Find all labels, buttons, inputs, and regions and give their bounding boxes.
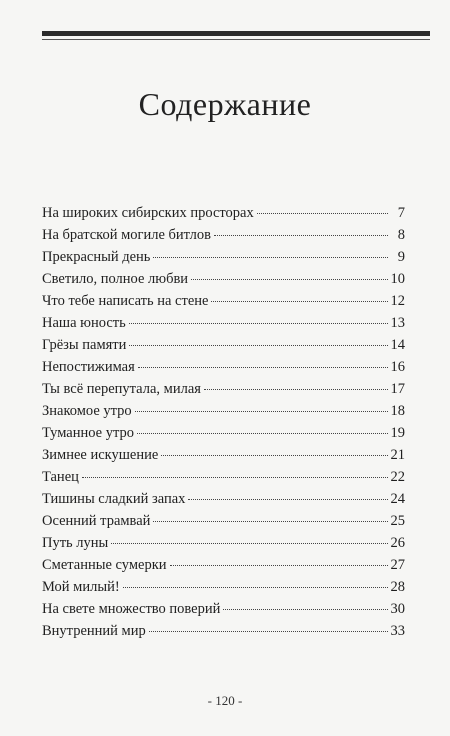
toc-dot-leader — [153, 257, 388, 258]
toc-dot-leader — [135, 411, 388, 412]
toc-dot-leader — [211, 301, 387, 302]
toc-entry-title: На братской могиле битлов — [42, 227, 211, 243]
toc-dot-leader — [129, 345, 387, 346]
toc-dot-leader — [129, 323, 388, 324]
toc-dot-leader — [111, 543, 387, 544]
toc-entry — [42, 337, 405, 359]
toc-entry-page: 12 — [390, 293, 405, 309]
toc-entry-title: Грёзы памяти — [42, 337, 127, 353]
toc-dot-leader — [137, 433, 388, 434]
header-rule-thick — [42, 31, 430, 36]
toc-dot-leader — [223, 609, 387, 610]
toc-entry-page: 22 — [390, 469, 405, 485]
toc-entry — [42, 381, 405, 403]
toc-entry-title: Внутренний мир — [42, 623, 146, 639]
toc-entry-page: 33 — [390, 623, 405, 639]
toc-entry-title: Осенний трамвай — [42, 513, 151, 529]
toc-entry-page: 24 — [390, 491, 405, 507]
toc-entry — [42, 513, 405, 535]
toc-entry-title: Зимнее искушение — [42, 447, 159, 463]
toc-entry-page: 19 — [390, 425, 405, 441]
toc-dot-leader — [204, 389, 388, 390]
toc-entry — [42, 469, 405, 491]
toc-entry-title: Путь луны — [42, 535, 109, 551]
toc-entry-title: На свете множество поверий — [42, 601, 221, 617]
toc-dot-leader — [257, 213, 388, 214]
toc-entry-page: 17 — [390, 381, 405, 397]
toc-entry — [42, 271, 405, 293]
toc-entry — [42, 601, 405, 623]
toc-dot-leader — [170, 565, 388, 566]
toc-entry — [42, 249, 405, 271]
toc-dot-leader — [214, 235, 388, 236]
toc-entry-title: Сметанные сумерки — [42, 557, 167, 573]
page-number: - 120 - — [207, 693, 243, 708]
toc-entry-page: 25 — [390, 513, 405, 529]
toc-entry-title: Тишины сладкий запах — [42, 491, 186, 507]
toc-dot-leader — [82, 477, 388, 478]
toc-entry — [42, 205, 405, 227]
toc-entry-title: Ты всё перепутала, милая — [42, 381, 201, 397]
toc-entry — [42, 557, 405, 579]
toc-entry-page: 18 — [390, 403, 405, 419]
toc-entry-title: Наша юность — [42, 315, 126, 331]
toc-dot-leader — [138, 367, 388, 368]
toc-entry-page: 9 — [397, 249, 405, 265]
toc-entry-title: Танец — [42, 469, 79, 485]
toc-dot-leader — [149, 631, 388, 632]
toc-entry — [42, 293, 405, 315]
toc-entry — [42, 623, 405, 645]
toc-entry-title: На широких сибирских просторах — [42, 205, 254, 221]
toc-entry-page: 8 — [397, 227, 405, 243]
toc-entry — [42, 315, 405, 337]
toc-entry — [42, 447, 405, 469]
toc-entry-page: 28 — [390, 579, 405, 595]
toc-entry — [42, 403, 405, 425]
toc-dot-leader — [188, 499, 387, 500]
toc-entry — [42, 425, 405, 447]
toc-entry-title: Знакомое утро — [42, 403, 132, 419]
toc-entry-page: 13 — [390, 315, 405, 331]
toc-entry-page: 16 — [390, 359, 405, 375]
toc-entry — [42, 579, 405, 601]
toc-entry-title: Что тебе написать на стене — [42, 293, 209, 309]
page-title: Содержание — [138, 86, 312, 122]
toc-entry — [42, 535, 405, 557]
toc-entry — [42, 491, 405, 513]
table-of-contents — [42, 205, 405, 645]
toc-entry-title: Туманное утро — [42, 425, 134, 441]
toc-entry-page: 7 — [397, 205, 405, 221]
toc-entry-title: Мой милый! — [42, 579, 120, 595]
toc-dot-leader — [153, 521, 387, 522]
toc-entry-page: 26 — [390, 535, 405, 551]
toc-entry-page: 14 — [390, 337, 405, 353]
toc-entry-page: 30 — [390, 601, 405, 617]
toc-dot-leader — [123, 587, 388, 588]
toc-entry-page: 27 — [390, 557, 405, 573]
toc-entry — [42, 359, 405, 381]
toc-entry-title: Светило, полное любви — [42, 271, 189, 287]
toc-dot-leader — [191, 279, 387, 280]
toc-dot-leader — [161, 455, 387, 456]
toc-entry-title: Непостижимая — [42, 359, 135, 375]
header-rule-thin — [42, 39, 430, 40]
toc-entry-title: Прекрасный день — [42, 249, 151, 265]
toc-entry-page: 21 — [390, 447, 405, 463]
toc-entry-page: 10 — [390, 271, 405, 287]
toc-entry — [42, 227, 405, 249]
